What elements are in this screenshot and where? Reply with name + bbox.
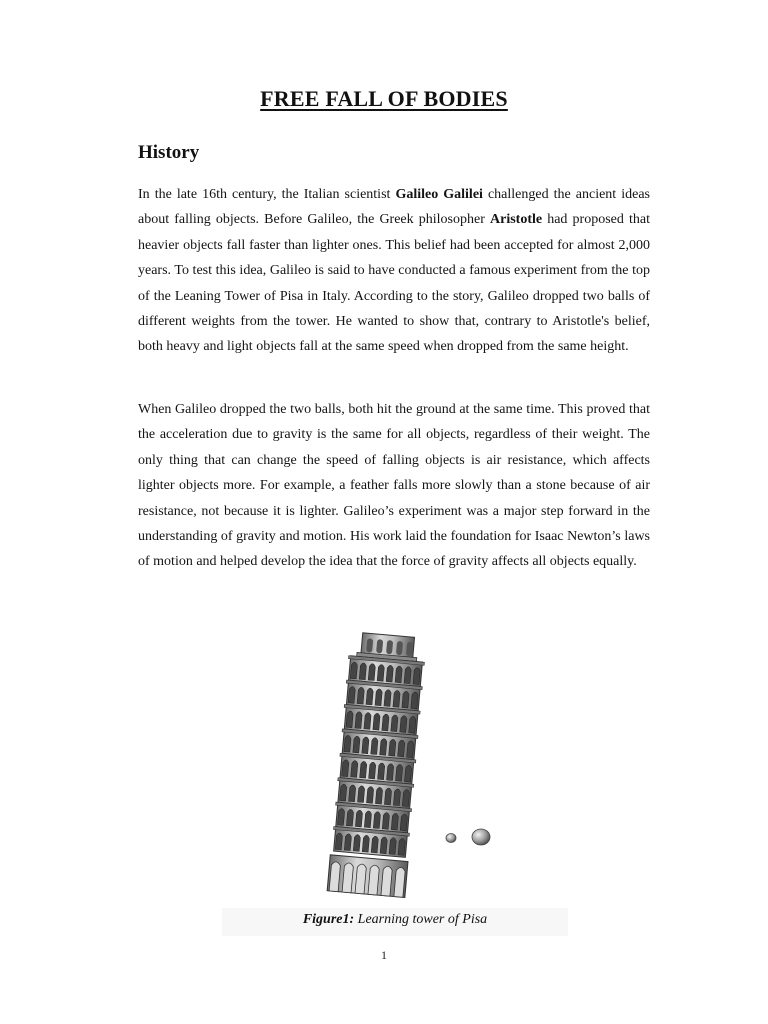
- caption-label: Figure1:: [302, 912, 355, 927]
- large-ball: [472, 829, 490, 845]
- page-title: FREE FALL OF BODIES: [260, 86, 508, 111]
- bold-name-galileo: Galileo Galilei: [395, 187, 483, 202]
- paragraph-history: [138, 182, 650, 360]
- caption-text: Learning tower of Pisa: [354, 912, 488, 927]
- tower-body: [327, 632, 427, 898]
- figure-leaning-tower: [290, 626, 498, 898]
- bold-name-aristotle: Aristotle: [490, 212, 543, 228]
- leaning-tower-illustration: [290, 626, 498, 898]
- page-number: 1: [381, 948, 387, 962]
- small-ball: [446, 834, 456, 843]
- section-heading: History: [138, 142, 200, 163]
- paragraph-text: In the late 16th century, the Italian scientist: [138, 187, 396, 202]
- paragraph-text: had proposed that heavier objects fall faster than lighter ones. This belief had been accepted for almost 2,000 years. To test this idea, Galileo is said to have conducted a famous experiment from the top of the Leaning Tower of Pisa in Italy. According to the story, Galileo dropped two balls of different weights from the tower. He wanted to show that, contrary to Aristotle's belief, both heavy and light objects fall at the same speed when dropped from the same height.: [138, 212, 650, 355]
- paragraph-text: challenged the ancient ideas about falling objects. Before Galileo, the Greek philosopher: [138, 187, 650, 228]
- figure-caption: [222, 912, 568, 928]
- paragraph-experiment: When Galileo dropped the two balls, both hit the ground at the same time. This proved that the acceleration due to gravity is the same for all objects, regardless of their weight. The only thing that can change the speed of falling objects is air resistance, which affects lighter objects more. For example, a feather falls more slowly than a stone because of air resistance, not because it is lighter. Galileo’s experiment was a major step forward in the understanding of gravity and motion. His work laid the foundation for Isaac Newton’s laws of motion and helped develop the idea that the force of gravity affects all objects equally.: [138, 402, 650, 570]
